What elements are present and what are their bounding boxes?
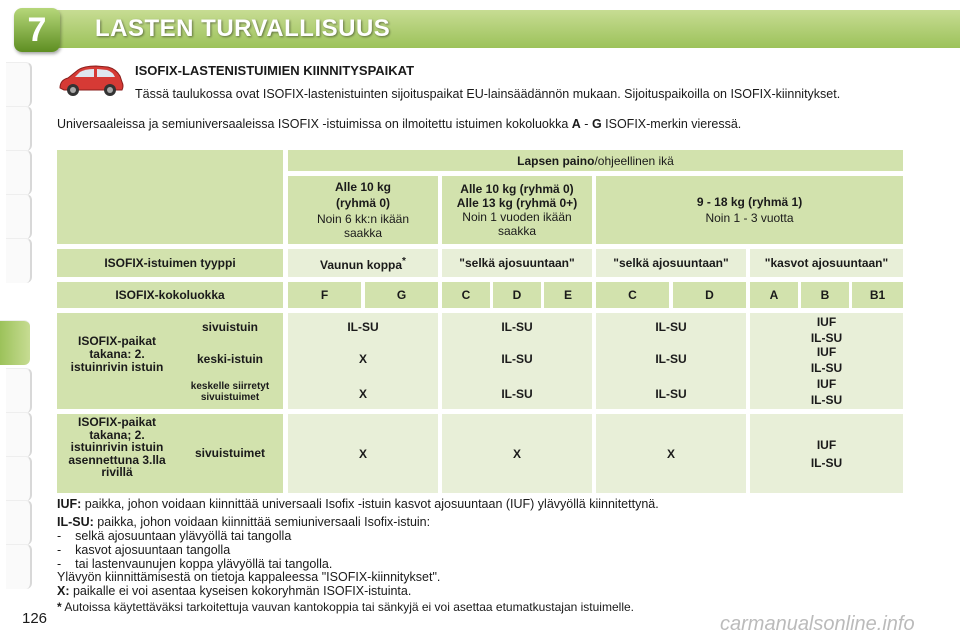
universal-note-text: Universaaleissa ja semiuniversaaleissa ISOFIX -istuimissa on ilmoitettu istuimen kokoluokka <box>57 117 572 131</box>
section-title: ISOFIX-LASTENISTUIMIEN KIINNITYSPAIKAT <box>135 63 415 78</box>
legend-upper-belt: Ylävyön kiinnittämisestä on tietoja kappaleessa "ISOFIX-kiinnitykset". <box>57 570 441 584</box>
size-class-cell: B <box>801 282 849 308</box>
size-class-cell: G <box>365 282 438 308</box>
chapter-number-badge: 7 <box>14 8 60 52</box>
legend-iuf <box>57 497 659 511</box>
type-rear-facing: "selkä ajosuuntaan" <box>442 249 592 277</box>
chapter-side-tabs <box>0 62 34 582</box>
car-icon <box>56 62 126 98</box>
legend-text: paikka, johon voidaan kiinnittää semiuniversaali Isofix-istuin: <box>93 515 431 529</box>
side-tab[interactable] <box>6 62 32 107</box>
page-number: 126 <box>22 610 48 627</box>
group-title: Alle 13 kg (ryhmä 0+) <box>456 196 578 210</box>
table-cell-value: IL-SU <box>501 387 533 401</box>
size-class-g: G <box>591 117 602 131</box>
size-class-cell: A <box>750 282 798 308</box>
size-class-cell: B1 <box>852 282 903 308</box>
legend-key: X: <box>57 584 70 598</box>
group-title: 9 - 18 kg (ryhmä 1) <box>696 195 803 209</box>
group-title: (ryhmä 0) <box>335 196 391 210</box>
legend-key: IUF: <box>57 497 82 511</box>
row2-col-carrycot: X <box>288 414 438 493</box>
table-cell-value: IUF <box>816 377 837 391</box>
legend-text: Autoissa käytettäväksi tarkoitettuja vauvan kantokoppia tai sänkyjä ei voi asettaa etumatkustajan istuimelle. <box>61 600 634 614</box>
weight-age-header <box>288 150 903 171</box>
universal-note-dash: - <box>580 117 592 131</box>
side-tab[interactable] <box>6 412 32 457</box>
row2-sub: sivuistuimet <box>194 446 266 460</box>
bullet-dash: - <box>57 557 62 571</box>
footnote-star: * <box>402 255 406 267</box>
legend-x <box>57 584 411 598</box>
legend-footnote <box>57 600 634 614</box>
group-1-header <box>596 176 903 244</box>
table-cell-value: IL-SU <box>501 320 533 334</box>
size-class-cell: C <box>442 282 490 308</box>
watermark-logo: carmanualsonline.info <box>720 613 915 635</box>
size-class-cell: D <box>493 282 541 308</box>
row1-sub-center: keski-istuin <box>196 352 264 366</box>
row2-col-group0plus: X <box>442 414 592 493</box>
table-cell-value: IL-SU <box>655 320 687 334</box>
side-tab[interactable] <box>6 194 32 239</box>
table-cell-value: IL-SU <box>655 352 687 366</box>
intro-paragraph: Tässä taulukossa ovat ISOFIX-lastenistuinten sijoituspaikat EU-lainsäädännön mukaan. Sijoituspaikoilla on ISOFIX-kiinnitykset. <box>135 87 841 101</box>
row2-label: ISOFIX-paikat takana; 2. istuinrivin istuin asennettuna 3.lla rivillä <box>68 415 166 479</box>
side-tab[interactable] <box>6 106 32 151</box>
legend-text: paikalle ei voi asentaa kyseisen kokoryhmän ISOFIX-istuinta. <box>69 584 412 598</box>
table-cell-value: IUF <box>816 315 837 329</box>
universal-note-text-end: ISOFIX-merkin vieressä. <box>601 117 742 131</box>
bullet-text: tai lastenvaunujen koppa ylävyöllä tai tangolla. <box>75 557 333 571</box>
group-title: Alle 10 kg <box>334 180 392 194</box>
side-tab[interactable] <box>6 500 32 545</box>
universal-size-note <box>57 117 917 131</box>
legend-key: IL-SU: <box>57 515 94 529</box>
type-forward-facing: "kasvot ajosuuntaan" <box>750 249 903 277</box>
bullet-text: kasvot ajosuuntaan tangolla <box>75 543 231 557</box>
page-title: LASTEN TURVALLISUUS <box>95 15 391 42</box>
bullet-dash: - <box>57 529 62 543</box>
table-cell-value: IL-SU <box>810 393 843 407</box>
type-carrycot <box>288 249 438 277</box>
table-cell-value: X <box>358 387 367 401</box>
type-rear-facing: "selkä ajosuuntaan" <box>596 249 746 277</box>
group-0plus-header <box>442 176 592 244</box>
size-class-a: A <box>571 117 581 131</box>
legend-key: * <box>57 600 62 614</box>
table-cell-value: IL-SU <box>347 320 379 334</box>
table-cell-value: IUF <box>816 345 837 359</box>
isofix-type-label: ISOFIX-istuimen tyyppi <box>57 249 283 277</box>
size-class-cell: C <box>596 282 669 308</box>
row1-sub-side: sivuistuin <box>201 320 258 334</box>
weight-header-bold: Lapsen paino <box>517 153 595 168</box>
table-cell-value: IL-SU <box>501 352 533 366</box>
row2-col-group1-rear: X <box>596 414 746 493</box>
table-cell-value: IL-SU <box>810 331 843 345</box>
type-carrycot-text: Vaunun koppa <box>320 257 403 272</box>
isofix-class-label: ISOFIX-kokoluokka <box>57 282 283 308</box>
group-age: Noin 1 vuoden ikään saakka <box>462 210 572 238</box>
group-age: Noin 6 kk:n ikään saakka <box>316 212 410 240</box>
table-cell-value: IUF <box>816 437 837 452</box>
page-header <box>0 0 960 56</box>
legend-text: paikka, johon voidaan kiinnittää universaali Isofix -istuin kasvot ajosuuntaan (IUF) ylävyöllä kiinnitettynä. <box>81 497 659 511</box>
side-tab[interactable] <box>6 238 32 283</box>
legend-bullet <box>57 543 230 557</box>
side-tab[interactable] <box>6 150 32 195</box>
bullet-dash: - <box>57 543 62 557</box>
table-cell-value: IL-SU <box>810 455 843 470</box>
legend-bullet <box>57 529 291 543</box>
side-tab-active[interactable] <box>0 320 30 365</box>
row1-sub-moved: keskelle siirretyt sivuistuimet <box>190 381 270 403</box>
table-cell-value: X <box>358 352 367 366</box>
group-title: Alle 10 kg (ryhmä 0) <box>460 182 574 196</box>
legend-ilsu <box>57 515 430 529</box>
side-tab[interactable] <box>6 544 32 589</box>
size-class-cell: F <box>288 282 361 308</box>
table-cell-value: IL-SU <box>655 387 687 401</box>
side-tab[interactable] <box>6 456 32 501</box>
group-age: Noin 1 - 3 vuotta <box>705 211 794 225</box>
weight-header-rest: /ohjeellinen ikä <box>594 153 674 168</box>
size-class-cell: D <box>673 282 746 308</box>
legend-bullet <box>57 557 332 571</box>
table-corner <box>57 150 283 244</box>
group-0-header <box>288 176 438 244</box>
side-tab[interactable] <box>6 368 32 413</box>
row2-col-group1-fwd <box>750 414 903 493</box>
table-cell-value: IL-SU <box>810 361 843 375</box>
bullet-text: selkä ajosuuntaan ylävyöllä tai tangolla <box>75 529 292 543</box>
row1-label: ISOFIX-paikat takana: 2. istuinrivin istuin <box>70 334 164 374</box>
size-class-cell: E <box>544 282 592 308</box>
